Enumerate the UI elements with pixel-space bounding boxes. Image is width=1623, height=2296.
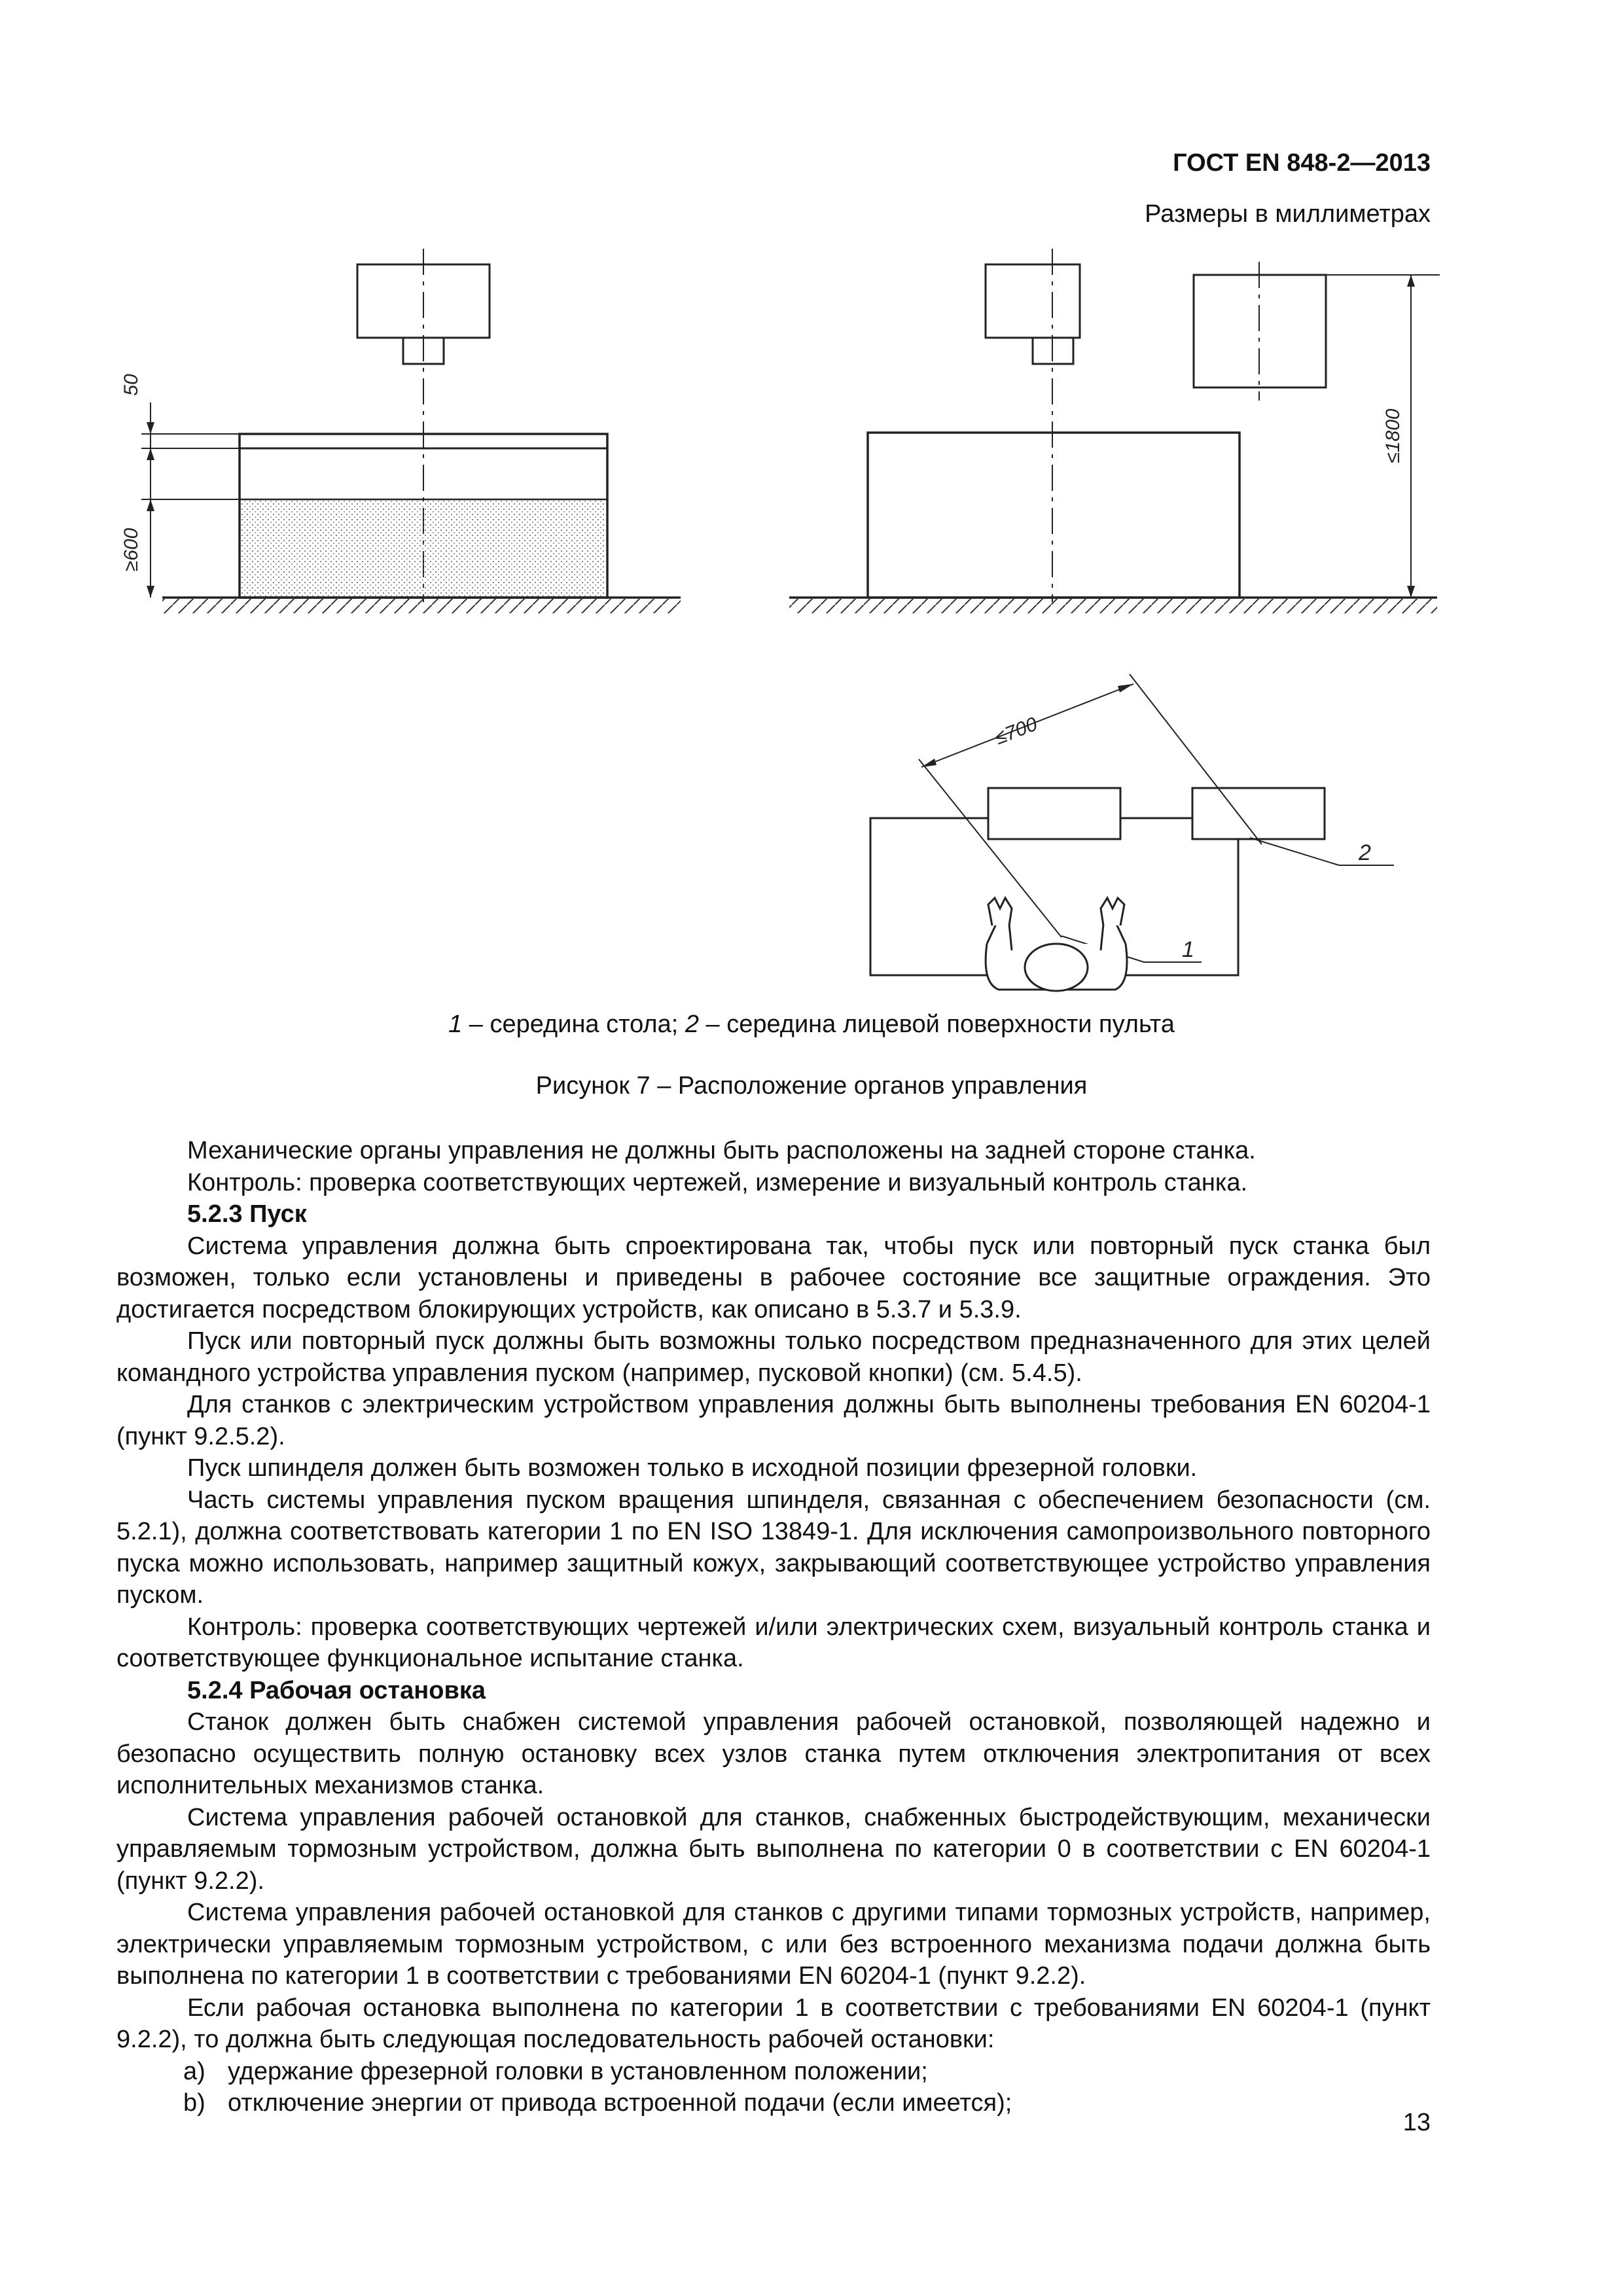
legend-number-2: 2: [685, 1011, 699, 1038]
paragraph: Контроль: проверка соответствующих чертежей и/или электрических схем, визуальный контроль станка и соответствующее функциональное испытание станка.: [116, 1613, 1431, 1672]
paragraph: Механические органы управления не должны быть расположены на задней стороне станка.: [187, 1137, 1256, 1164]
list-marker: b): [183, 2089, 205, 2117]
paragraph: Пуск или повторный пуск должны быть возможны только посредством предназначенного для этих целей командного устройства управления пуском (например, пусковой кнопки) (см. 5.4.5).: [116, 1327, 1431, 1387]
paragraph: Система управления рабочей остановкой для станков с другими типами тормозных устройств, например, электрически управляемым тормозным устройством, с или без встроенного механизма подачи должна быть выполнена по категории 1 в соответствии с требованиями EN 60204-1 (пункт 9.2.2).: [116, 1899, 1431, 1990]
list-text: удержание фрезерной головки в установленном положении;: [228, 2057, 928, 2085]
dim-50: 50: [120, 374, 142, 396]
paragraph: Для станков с электрическим устройством управления должны быть выполнены требования EN 60204-1 (пункт 9.2.5.2).: [116, 1391, 1431, 1450]
figure-7-drawing: [0, 0, 1623, 1021]
operator-figure: [986, 898, 1127, 991]
dim-600: ≥600: [120, 528, 142, 572]
page-number: 13: [1402, 2109, 1431, 2136]
list-item: [116, 2087, 1431, 2119]
units-note: Размеры в миллиметрах: [1145, 200, 1431, 228]
list-text: отключение энергии от привода встроенной подачи (если имеется);: [228, 2089, 1012, 2117]
legend-number-1: 1: [448, 1011, 463, 1038]
right-view: [789, 249, 1440, 613]
label-1: 1: [1182, 937, 1194, 962]
dim-1800: ≤1800: [1382, 408, 1404, 463]
paragraph: Пуск шпинделя должен быть возможен только в исходной позиции фрезерной головки.: [187, 1454, 1198, 1482]
figure-legend: [0, 1011, 1623, 1039]
section-heading: 5.2.3 Пуск: [187, 1200, 307, 1228]
paragraph: Система управления должна быть спроектирована так, чтобы пуск или повторный пуск станка был возможен, только если установлены и приведены в рабочее состояние все защитные ограждения. Это достигается посредством блокирующих устройств, как описано в 5.3.7 и 5.3.9.: [116, 1232, 1431, 1323]
dim-700: ≤700: [991, 713, 1041, 749]
list-item: [116, 2056, 1431, 2088]
figure-caption: Рисунок 7 – Расположение органов управления: [535, 1072, 1088, 1100]
paragraph: Если рабочая остановка выполнена по категории 1 в соответствии с требованиями EN 60204-1 (пункт 9.2.2), то должна быть следующая последовательность рабочей остановки:: [116, 1994, 1431, 2053]
label-2: 2: [1359, 840, 1371, 865]
left-view: [141, 249, 681, 613]
section-heading: 5.2.4 Рабочая остановка: [187, 1676, 486, 1704]
paragraph: Система управления рабочей остановкой для станков, снабженных быстродействующим, механически управляемым тормозным устройством, должна быть выполнена по категории 0 в соответствии с EN 60204-1 (пункт 9.2.2).: [116, 1803, 1431, 1895]
paragraph: Контроль: проверка соответствующих чертежей, измерение и визуальный контроль станка.: [187, 1168, 1248, 1196]
paragraph: Часть системы управления пуском вращения шпинделя, связанная с обеспечением безопасности (см. 5.2.1), должна соответствовать категории 1 по EN ISO 13849-1. Для исключения самопроизвольного повторного пуска можно использовать, например защитный кожух, закрывающий соответствующее устройство управления пуском.: [116, 1486, 1431, 1609]
legend-text-1: – середина стола;: [462, 1011, 685, 1038]
standard-designation: ГОСТ EN 848-2—2013: [1173, 149, 1431, 177]
paragraph: Станок должен быть снабжен системой управления рабочей остановкой, позволяющей надежно и безопасно осуществить полную остановку всех узлов станка путем отключения электропитания от всех исполнительных механизмов станка.: [116, 1708, 1431, 1799]
list-marker: a): [183, 2057, 205, 2085]
body-text: [116, 1135, 1431, 2119]
legend-text-2: – середина лицевой поверхности пульта: [698, 1011, 1175, 1038]
plan-view: [870, 674, 1394, 991]
